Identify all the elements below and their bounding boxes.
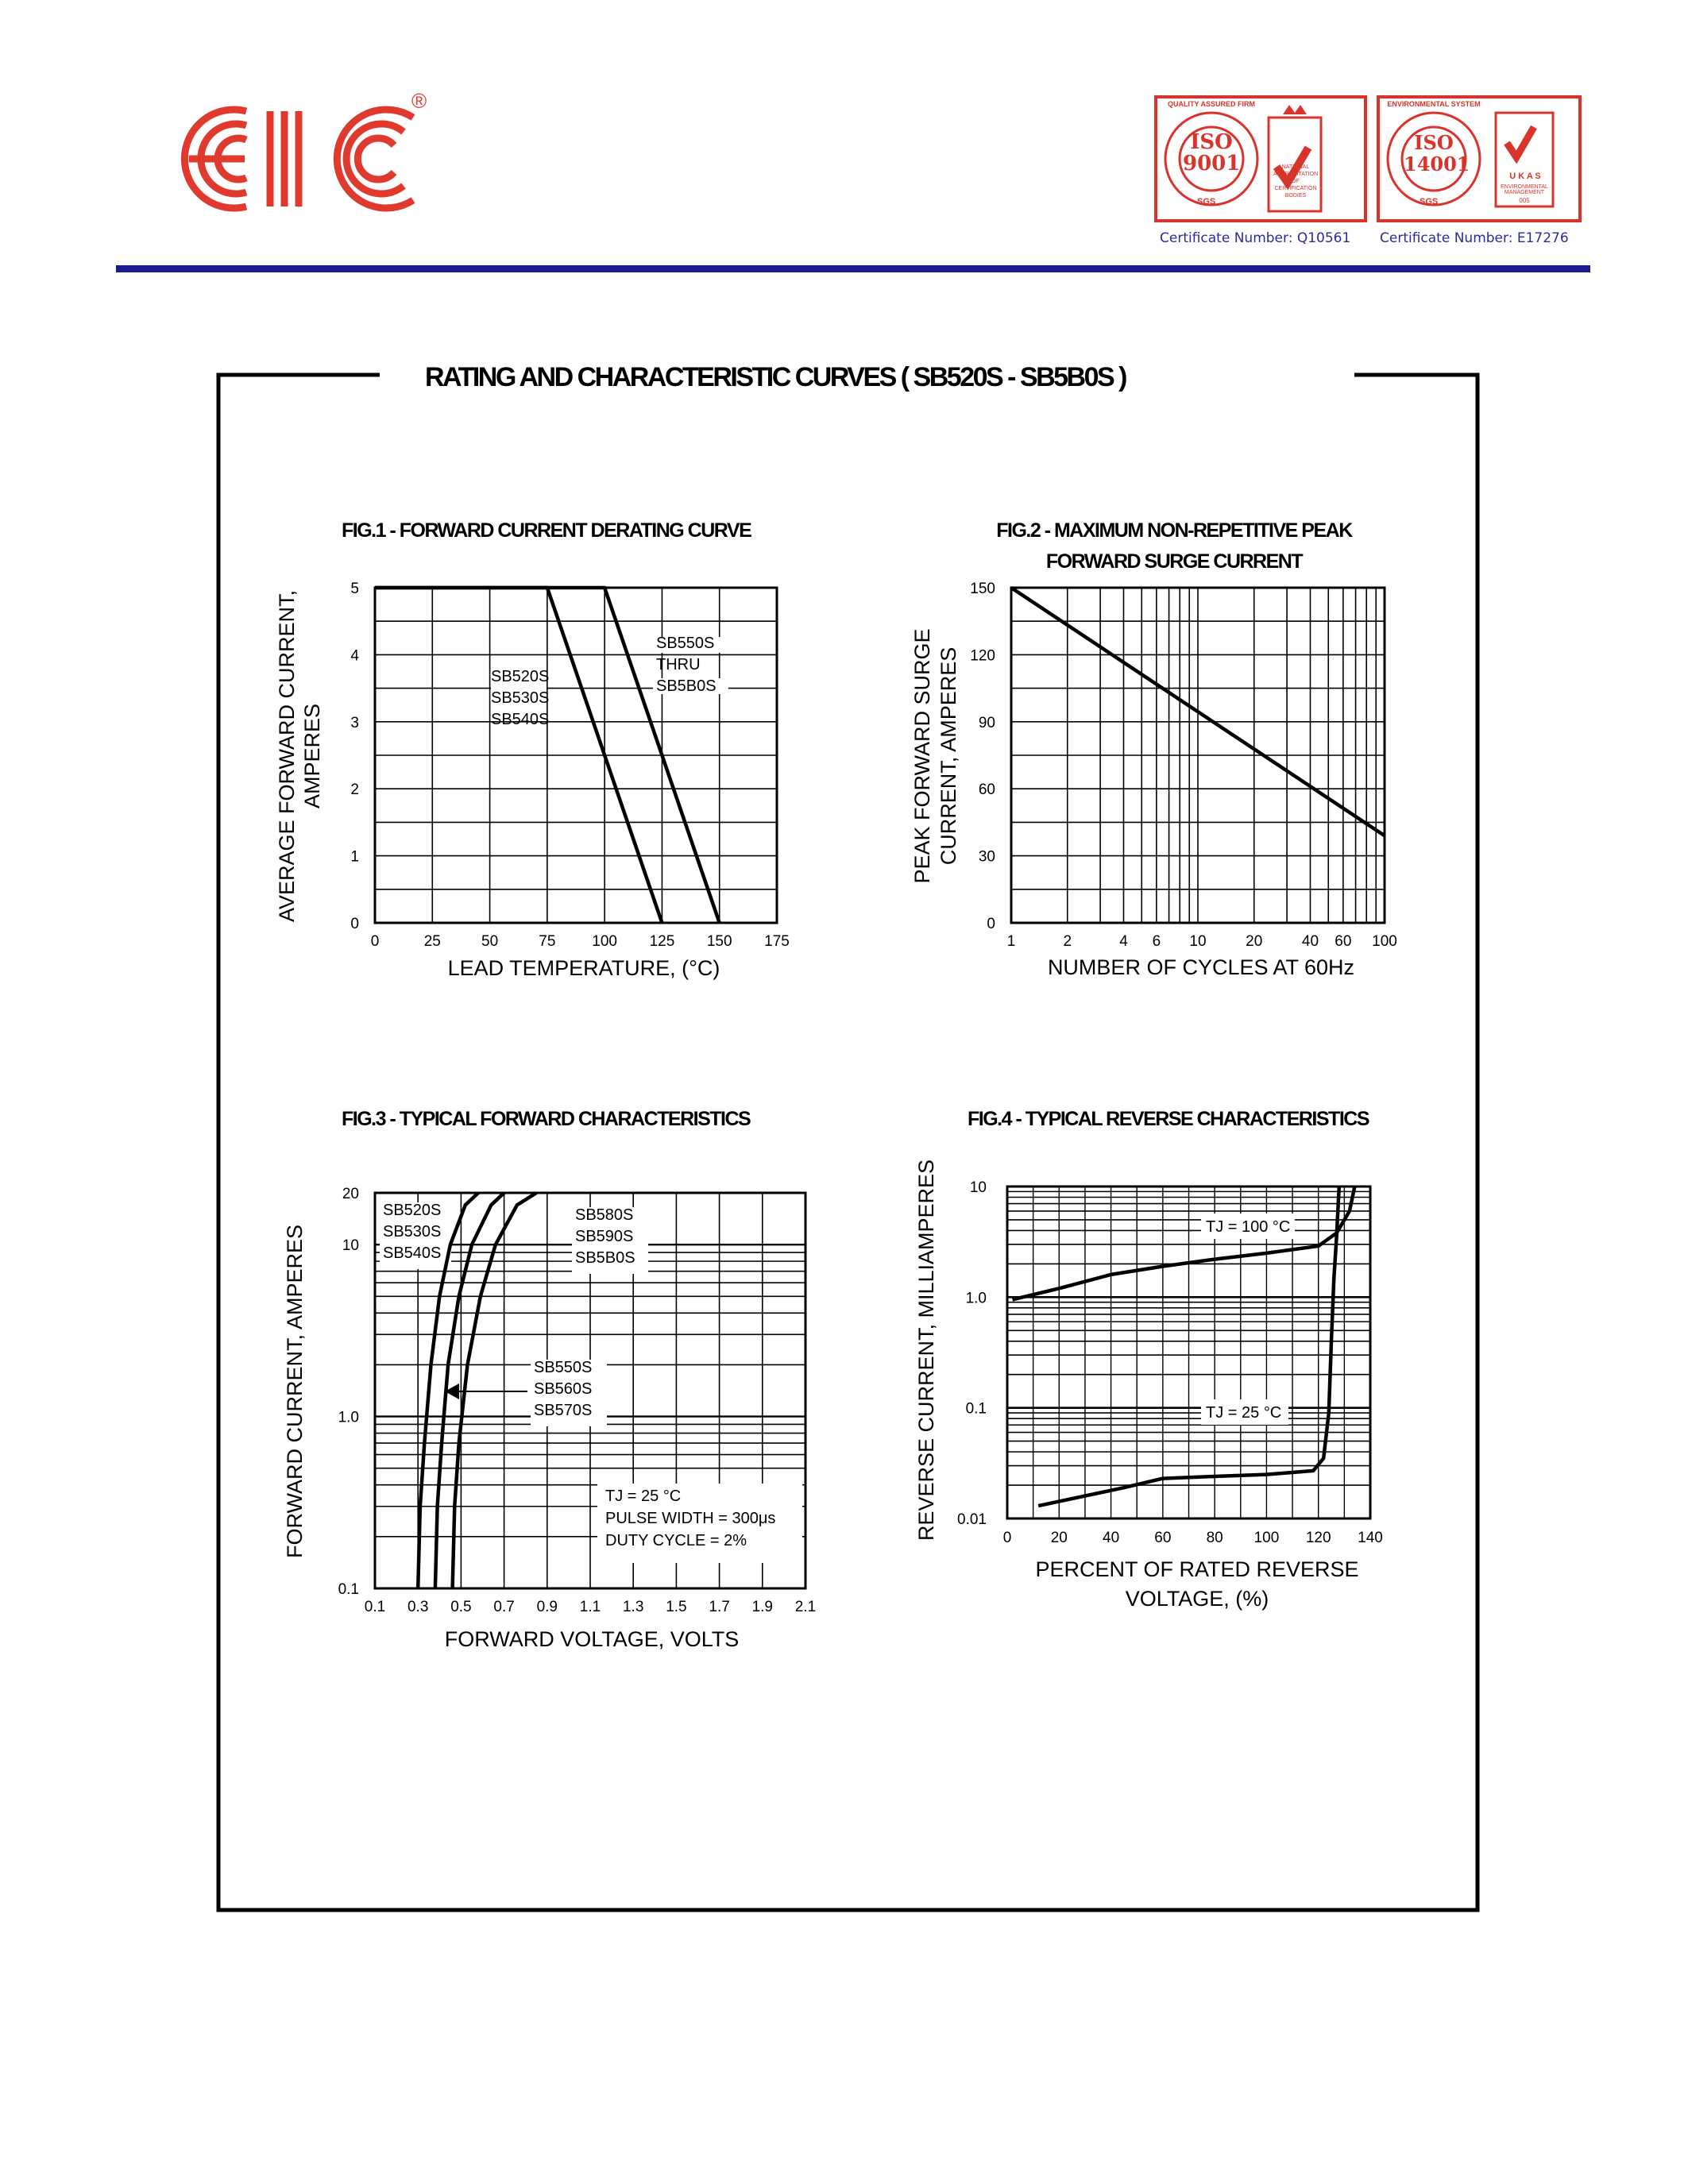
fig3-series-1-label-line-1: SB520S (383, 1202, 442, 1219)
fig1-y-tick-label: 0 (350, 916, 359, 932)
ukas-accreditation: ENVIRONMENTAL MANAGEMENT (1501, 184, 1548, 195)
fig3-x-axis-label: FORWARD VOLTAGE, VOLTS (444, 1627, 740, 1651)
fig1-x-tick-label: 50 (481, 933, 499, 950)
fig2-x-tick-label: 60 (1335, 933, 1352, 950)
fig2-title-line2: FORWARD SURGE CURRENT (1045, 550, 1303, 573)
fig1-series-1-label-line-1: SB520S (491, 668, 550, 685)
certificate-number-q: Certificate Number: Q10561 (1160, 230, 1351, 246)
fig3-y-tick-label: 10 (342, 1237, 359, 1255)
fig2-x-tick-label: 1 (1006, 933, 1016, 950)
page-title: RATING AND CHARACTERISTIC CURVES ( SB520S - SB5B0S ) (425, 362, 1126, 392)
fig1-x-tick-label: 25 (423, 933, 441, 950)
fig1-series-2-label-line-3: SB5B0S (656, 677, 717, 695)
fig1-y-axis-label-line1: AVERAGE FORWARD CURRENT, (275, 589, 299, 923)
fig3-series-3-label-line-2: SB590S (575, 1228, 634, 1245)
fig3-x-tick-label: 0.1 (364, 1599, 386, 1615)
fig4-series-2-label: TJ = 25 °C (1206, 1404, 1282, 1422)
fig1-series-2-label-line-2: THRU (656, 656, 701, 673)
fig3-x-tick-label: 1.7 (709, 1599, 730, 1615)
fig4-x-tick-label: 0 (1002, 1530, 1012, 1546)
fig3-x-tick-label: 1.9 (751, 1599, 774, 1615)
fig1-y-tick-label: 1 (350, 848, 359, 866)
fig4-x-tick-label: 80 (1206, 1530, 1223, 1546)
fig4-y-axis-label: REVERSE CURRENT, MILLIAMPERES (914, 1159, 938, 1542)
iso-14001-ring-text: ENVIRONMENTAL SYSTEM (1387, 100, 1481, 108)
iso-9001-accreditation: NATIONAL ACCREDITATION OF CERTIFICATION BODIES (1273, 164, 1319, 199)
fig2-x-tick-label: 2 (1063, 933, 1072, 950)
fig2-y-axis-label-line1: PEAK FORWARD SURGE (910, 628, 934, 884)
fig4-y-tick-label: 0.1 (965, 1400, 987, 1418)
fig3-y-axis-label: FORWARD CURRENT, AMPERES (283, 1224, 307, 1559)
fig3-x-tick-label: 1.5 (666, 1599, 687, 1615)
fig1-x-tick-label: 0 (370, 933, 380, 950)
fig3-conditions-line-2: PULSE WIDTH = 300μs (605, 1510, 776, 1527)
iso-14001-standard: ISO (1414, 131, 1454, 154)
fig1-x-tick-label: 175 (764, 933, 790, 950)
fig2-x-tick-label: 4 (1119, 933, 1128, 950)
iso-9001-standard: ISO (1190, 130, 1233, 154)
fig2-y-tick-label: 90 (978, 714, 995, 731)
fig1-y-tick-label: 5 (350, 581, 359, 597)
fig2-x-tick-label: 40 (1301, 933, 1319, 950)
fig3-conditions-line-1: TJ = 25 °C (605, 1488, 682, 1505)
fig4-x-tick-label: 60 (1154, 1530, 1172, 1546)
fig1-y-tick-label: 3 (350, 714, 359, 731)
fig4-x-axis-label-line2: VOLTAGE, (%) (1125, 1587, 1269, 1611)
fig3-y-tick-label: 0.1 (338, 1581, 359, 1598)
fig2-x-tick-label: 100 (1372, 933, 1397, 950)
fig2-y-axis-label-line2: CURRENT, AMPERES (937, 646, 960, 866)
fig2-x-tick-label: 10 (1189, 933, 1207, 950)
fig1-y-tick-label: 2 (350, 781, 359, 799)
certificate-number-e: Certificate Number: E17276 (1380, 230, 1569, 246)
iso-9001-sgs: SGS (1197, 197, 1216, 206)
fig2-y-tick-label: 120 (970, 647, 995, 665)
fig1-y-tick-label: 4 (350, 647, 359, 665)
fig1-title: FIG.1 - FORWARD CURRENT DERATING CURVE (342, 519, 751, 542)
fig4-y-tick-label: 0.01 (957, 1511, 987, 1528)
fig3-series-2-label-line-3: SB570S (534, 1402, 593, 1419)
fig3-x-tick-label: 1.1 (579, 1599, 601, 1615)
fig4-x-tick-label: 120 (1305, 1530, 1331, 1546)
iso-9001-ring-text: QUALITY ASSURED FIRM (1167, 100, 1255, 108)
fig4-x-tick-label: 140 (1358, 1530, 1383, 1546)
fig3-y-tick-label: 1.0 (338, 1409, 359, 1426)
fig2-y-tick-label: 0 (987, 916, 995, 932)
fig2-y-tick-label: 60 (978, 781, 995, 799)
fig2-y-tick-label: 30 (978, 848, 995, 866)
ukas-label: U K A S (1509, 172, 1541, 181)
fig3-series-3-label-line-1: SB580S (575, 1206, 634, 1224)
fig4-series-1-label: TJ = 100 °C (1206, 1218, 1291, 1236)
fig3-series-1-label-line-2: SB530S (383, 1223, 442, 1241)
iso-9001-number: 9001 (1183, 152, 1241, 176)
fig3-x-tick-label: 0.7 (493, 1599, 515, 1615)
fig1-x-tick-label: 150 (706, 933, 732, 950)
fig1-x-tick-label: 100 (592, 933, 617, 950)
fig1-series-2-label-line-1: SB550S (656, 635, 715, 652)
fig2-x-tick-label: 20 (1246, 933, 1263, 950)
fig3-x-tick-label: 2.1 (794, 1599, 817, 1615)
fig3-x-tick-label: 0.9 (536, 1599, 558, 1615)
iso-14001-sgs: SGS (1420, 197, 1439, 206)
fig3-title: FIG.3 - TYPICAL FORWARD CHARACTERISTICS (342, 1108, 751, 1130)
fig1-series-1-label-line-2: SB530S (491, 689, 550, 707)
fig3-series-2-label-line-1: SB550S (534, 1359, 593, 1376)
fig1-series-1-label-line-3: SB540S (491, 711, 550, 728)
fig2-x-tick-label: 6 (1152, 933, 1161, 950)
fig1-x-tick-label: 125 (649, 933, 675, 950)
registered-mark: ® (411, 89, 427, 113)
fig1-y-axis-label-line2: AMPERES (300, 703, 324, 809)
fig3-x-tick-label: 0.3 (407, 1599, 429, 1615)
fig2-y-tick-label: 150 (970, 581, 995, 597)
fig4-y-tick-label: 1.0 (965, 1290, 987, 1307)
fig3-conditions-line-3: DUTY CYCLE = 2% (605, 1532, 747, 1549)
fig3-series-1-label-line-3: SB540S (383, 1244, 442, 1262)
fig4-title: FIG.4 - TYPICAL REVERSE CHARACTERISTICS (968, 1108, 1369, 1130)
fig3-x-tick-label: 1.3 (622, 1599, 644, 1615)
fig1-x-tick-label: 75 (539, 933, 556, 950)
fig2-title-line1: FIG.2 - MAXIMUM NON-REPETITIVE PEAK (996, 519, 1352, 542)
fig4-y-tick-label: 10 (969, 1179, 987, 1196)
fig3-series-3-label-line-3: SB5B0S (575, 1249, 635, 1267)
ukas-code: 005 (1519, 197, 1530, 204)
fig4-x-tick-label: 20 (1050, 1530, 1068, 1546)
fig4-x-tick-label: 40 (1103, 1530, 1120, 1546)
fig1-x-axis-label: LEAD TEMPERATURE, (°C) (447, 956, 720, 980)
fig3-series-2-label-line-2: SB560S (534, 1380, 593, 1398)
fig3-x-tick-label: 0.5 (450, 1599, 472, 1615)
fig3-y-tick-label: 20 (342, 1186, 359, 1202)
fig2-x-axis-label: NUMBER OF CYCLES AT 60Hz (1047, 955, 1355, 979)
fig4-x-tick-label: 100 (1253, 1530, 1280, 1546)
iso-14001-number: 14001 (1404, 152, 1470, 176)
fig4-x-axis-label-line1: PERCENT OF RATED REVERSE (1035, 1557, 1359, 1581)
